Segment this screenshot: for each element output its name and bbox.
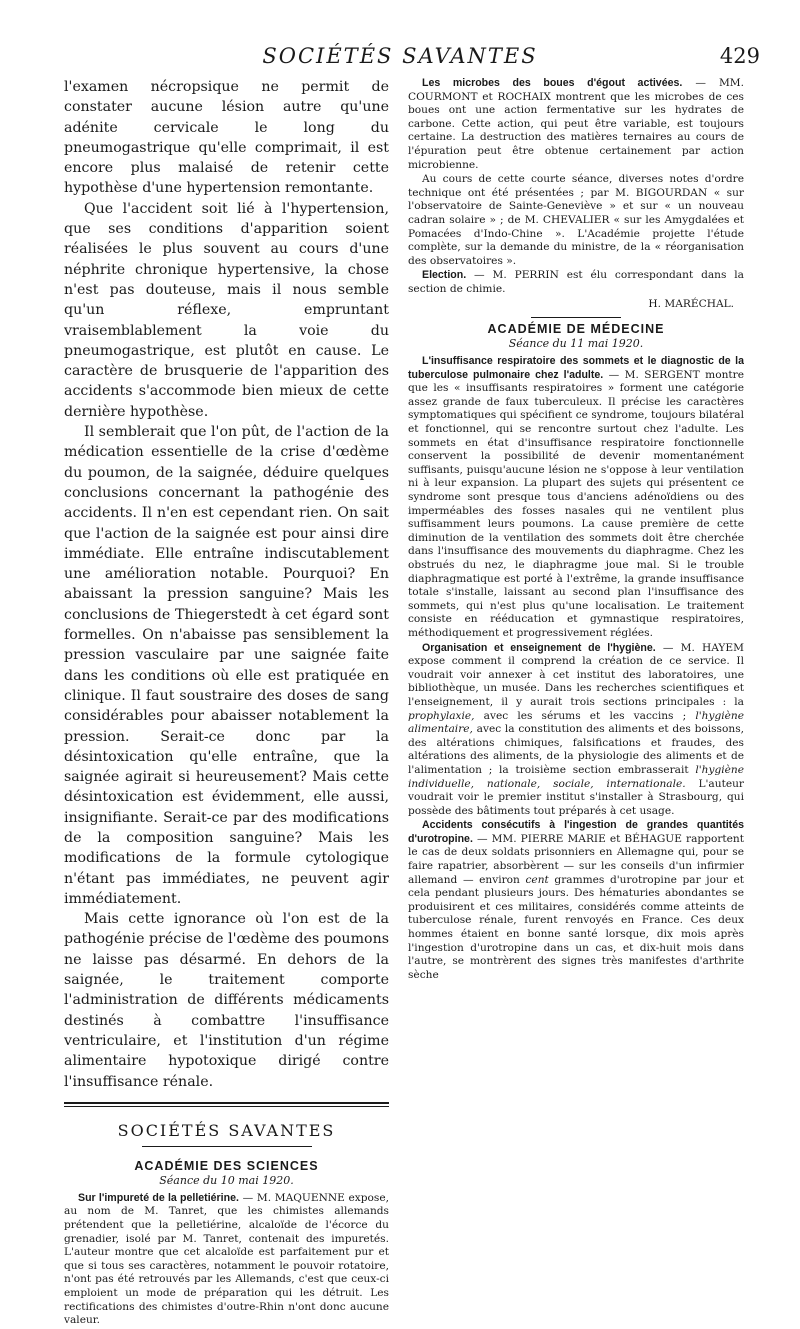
pelleterine-report	[64, 1192, 389, 1328]
microbes-title: Les microbes des boues d'égout activées.	[422, 77, 683, 89]
medecine-reports	[408, 355, 744, 982]
section-divider-thick	[64, 1102, 389, 1104]
right-column	[408, 77, 744, 983]
paragraph-4: Mais cette ignorance où l'on est de la pathogénie précise de l'œdème des poumons ne laisse pas désarmé. En dehors de la saignée, le traitement comporte l'administration de différents médicaments destinés à combattre l'insuffisance ventriculaire, et l'institution d'un régime alimentaire hypotoxique dirigé contre l'insuffisance rénale.	[64, 911, 389, 1090]
academy-medecine-title: ACADÉMIE DE MÉDECINE	[487, 322, 665, 337]
academy-sciences-title: ACADÉMIE DES SCIENCES	[134, 1158, 319, 1173]
academy-sciences-date: Séance du 10 mai 1920.	[159, 1173, 294, 1187]
academy-medecine-date: Séance du 11 mai 1920.	[508, 337, 644, 351]
hygiene-term-individuelle: l'hygiène individuelle, nationale, sociale, internationale.	[408, 763, 744, 790]
hygiene-text-1: — M. HAYEM expose comment il comprend la création de ce service. Il voudrait voir annexer à cet institut des laboratoires, une bibliothèque, un musée. Dans les recherches scientifiques et l'enseignement, il y aurait trois sections principales : la	[408, 641, 744, 708]
hygiene-term-alimentaire: l'hygiène alimentaire,	[408, 709, 744, 736]
sciences-reports	[408, 77, 744, 311]
hygiene-text-4: L'auteur voudrait voir le premier institut s'installer à Strasbourg, qui possède des bâtiments tout préparés à cet usage.	[408, 777, 744, 817]
urotropine-text-1: — MM. PIERRE MARIE et BÉHAGUE rapportent le cas de deux soldats prisonniers en Allemagne qui, pour se faire rapatrier, absorbèrent — sur les conseils d'un infirmier allemand — environ	[408, 832, 744, 886]
hygiene-text-3: avec la constitution des aliments et des boissons, des altérations chimiques, falsifications et fraudes, des altérations des aliments, de la physiologie des aliments et de l'alimentation ; la troisième section embrasserait	[408, 723, 744, 776]
paragraph-2: Que l'accident soit lié à l'hypertension, que ses conditions d'apparition soient réalisées le plus souvent au cours d'une néphrite chronique hypertensive, la chose n'est pas douteuse, mais il nous semble qu'un réflexe, empruntant vraisemblablement la voie du pneumogastrique, est plutôt en cause. Le caractère de brusquerie de l'apparition des accidents s'accommode bien mieux de cette dernière hypothèse.	[64, 200, 389, 420]
urotropine-term: cent	[525, 873, 549, 886]
election-title: Election.	[422, 269, 467, 282]
hygiene-title: Organisation et enseignement de l'hygiène.	[422, 641, 656, 654]
signature: H. MARÉCHAL.	[648, 297, 734, 310]
hygiene-term-prophylaxie: prophylaxie,	[408, 709, 475, 722]
insuffisance-text: — M. SERGENT montre que les « insuffisants respiratoires » forment une catégorie assez grande de faux tuberculeux. Il précise les caractères symptomatiques qui spécifient ce syndrome, toujours bilatéral et fonctionnel, qui se rencontre surtout chez l'adulte. Les sommets en état d'insuffisance respiratoire fonctionnelle conservent la possibilité de devenir momentanément suffisants, puisqu'aucune lésion ne s'oppose à leur ventilation ni à leur expansion. La plupart des sujets qui présentent ce syndrome sont presque tous d'anciens adénoïdiens ou des imperméables des fosses nasales qui ne ventilent plus suffisamment leurs poumons. La cause première de cette diminution de la ventilation des sommets doit être cherchée dans l'insuffisance des mouvements du diaphragme. Chez les obstrués du nez, le diaphragme joue mal. Si le trouble diaphragmatique est porté à l'extrême, la grande insuffisance totale s'installe, laissant au second plan l'insuffisance des sommets, qui n'est plus qu'une localisation. Le traitement consiste en rééducation et gymnastique respiratoires, méthodiquement et progressivement réglées.	[408, 368, 744, 639]
microbes-text: — MM. COURMONT et ROCHAIX montrent que les microbes de ces boues ont une action fermentative sur les hydrates de carbone. Cette action, qui peut être variable, est toujours certaine. La destruction des matières ternaires au cours de l'épuration peut être obtenue certainement par action microbienne.	[408, 77, 744, 171]
paragraph-3: Il semblerait que l'on pût, de l'action de la médication essentielle de la crise d'œdème du poumon, de la saignée, déduire quelques conclusions concernant la pathogénie des accidents. Il n'en est cependant rien. On sait que l'action de la saignée est pour ainsi dire immédiate. Elle entraîne indiscutablement une amélioration notable. Pourquoi? En abaissant la pression sanguine? Mais les conclusions de Thiegerstedt à cet égard sont formelles. On n'abaisse pas sensiblement la pression vasculaire par une saignée faite dans les conditions où elle est pratiquée en clinique. Il faut soustraire des doses de sang considérables pour abaisser notablement la pression. Serait-ce donc par la désintoxication qu'elle entraîne, que la saignée agirait si heureusement? Mais cette désintoxication est évidemment, elle aussi, insignifiante. Serait-ce par des modifications de la composition sanguine? Mais les modifications de la formule cytologique n'étant pas immédiates, ne peuvent agir immédiatement.	[64, 424, 389, 907]
page-number: 429	[719, 44, 760, 68]
section-title: SOCIÉTÉS SAVANTES	[117, 1120, 336, 1140]
urotropine-title: Accidents consécutifs à l'ingestion de grandes quantités d'urotropine.	[408, 819, 744, 845]
academy-divider	[531, 317, 621, 318]
hygiene-text-2: avec les sérums et les vaccins ;	[474, 709, 696, 722]
notes-paragraph: Au cours de cette courte séance, diverses notes d'ordre technique ont été présentées ; par M. BIGOURDAN « sur l'observatoire de Sainte-Geneviève » et sur « un nouveau cadran solaire » ; de M. CHEVALIER « sur les Amygdalées et Pomacées d'Indo-Chine ». L'Académie projette l'étude complète, sur la demande du ministre, de la « réorganisation des observatoires ».	[408, 173, 744, 267]
section-divider-thin	[64, 1106, 389, 1107]
insuffisance-title: L'insuffisance respiratoire des sommets et le diagnostic de la tuberculose pulmonaire chez l'adulte.	[408, 355, 744, 381]
pelleterine-title: Sur l'impureté de la pelletiérine.	[78, 1191, 239, 1204]
paragraph-1: l'examen nécropsique ne permit de constater aucune lésion autre qu'une adénite cervicale le long du pneumogastrique qu'elle comprimait, il est encore plus malaisé de retenir cette hypothèse d'une hypertension remontante.	[64, 79, 389, 197]
running-title: SOCIÉTÉS SAVANTES	[262, 44, 538, 68]
election-text: — M. PERRIN est élu correspondant dans la section de chimie.	[408, 269, 744, 295]
urotropine-text-2: grammes d'urotropine par jour et cela pendant plusieurs jours. Des hématuries abondantes se produisirent et ces militaires, considérés comme atteints de tuberculose rénale, furent renvoyés en France. Ces deux hommes étaient en bonne santé lorsque, dix mois après l'ingestion d'urotropine dans un cas, et dix-huit mois dans l'autre, se montrèrent des signes très manifestes d'arthrite sèche	[408, 873, 744, 981]
left-column	[64, 77, 389, 1329]
pelleterine-text: — M. MAQUENNE expose, au nom de M. Tanret, que les chimistes allemands prétendent que la pelletiérine, alcaloïde de l'écorce du grenadier, isolé par M. Tanret, contenait des impuretés. L'auteur montre que cet alcaloïde est parfaitement pur et que si tous ses caractères, notamment le pouvoir rotatoire, n'ont pas été retrouvés par les Allemands, c'est que ceux-ci emploient un mode de préparation qui les détruit. Les rectifications des chimistes d'outre-Rhin n'ont donc aucune valeur.	[64, 1191, 389, 1327]
running-head	[0, 44, 800, 70]
article-body	[64, 77, 389, 1092]
